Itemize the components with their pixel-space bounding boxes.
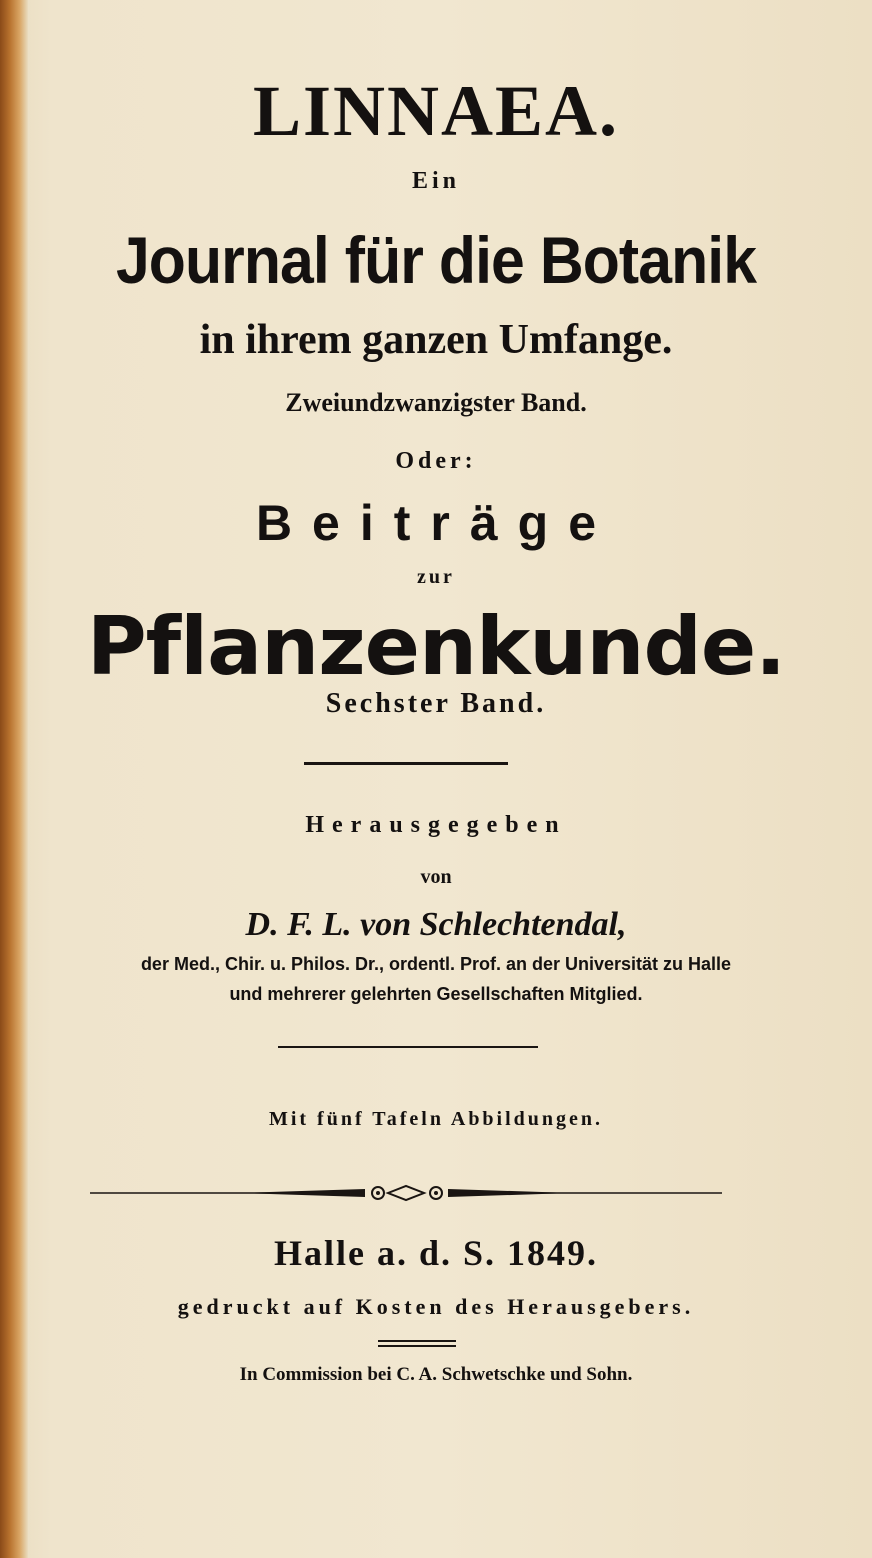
plates-line: Mit fünf Tafeln Abbildungen. (268, 1108, 604, 1130)
volume-line-6: Sechster Band. (325, 688, 547, 719)
editor-affiliation-2: und mehrerer gelehrten Gesellschaften Mitglied. (229, 984, 643, 1004)
editor-name: D. F. L. von Schlechtendal, (245, 906, 627, 943)
editor-affiliation-1: der Med., Chir. u. Philos. Dr., ordentl. Prof. an der Universität zu Halle (140, 954, 732, 974)
von-line: von (420, 866, 452, 888)
double-rule-top (378, 1340, 456, 1342)
book-spine-edge (0, 0, 28, 1558)
place-year: Halle a. d. S. 1849. (273, 1233, 599, 1273)
herausgegeben-line: Herausgegeben (305, 812, 567, 838)
beitraege-heading: Beiträge (255, 495, 617, 551)
commission-line: In Commission bei C. A. Schwetschke und Sohn. (239, 1364, 633, 1385)
volume-line-22: Zweiundzwanzigster Band. (285, 388, 587, 417)
journal-title: LINNAEA. (252, 71, 620, 151)
oder-line: Oder: (395, 448, 477, 474)
divider-rule-1 (304, 762, 508, 765)
pflanzenkunde-heading: Pflanzenkunde. (86, 600, 786, 693)
article-ein: Ein (411, 168, 461, 194)
double-rule-bottom (378, 1345, 456, 1347)
ornamental-rule (90, 1178, 722, 1208)
divider-rule-2 (278, 1046, 538, 1048)
journal-subtitle: Journal für die Botanik (115, 223, 757, 297)
scope-line: in ihrem ganzen Umfange. (199, 317, 673, 363)
printed-line: gedruckt auf Kosten des Herausgebers. (177, 1294, 695, 1319)
zur-line: zur (417, 566, 455, 588)
